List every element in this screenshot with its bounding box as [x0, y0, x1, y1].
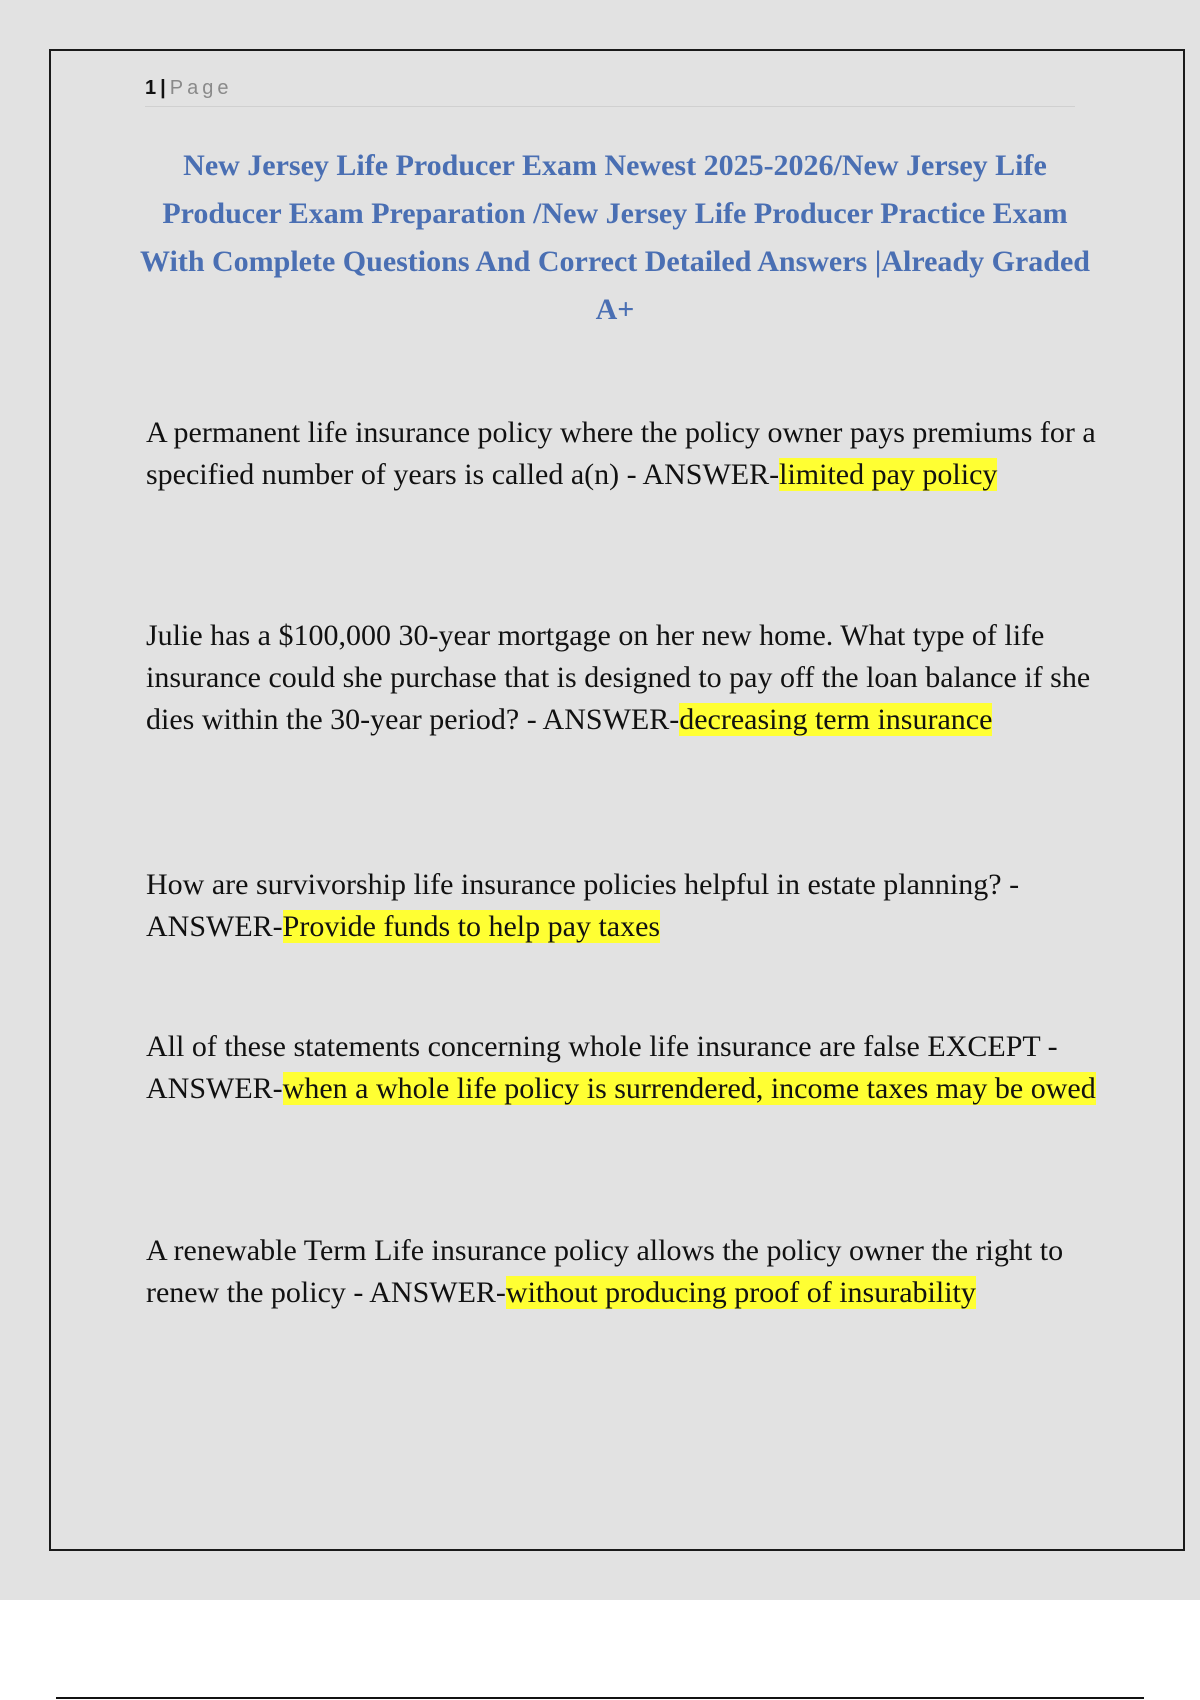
question-text: A permanent life insurance policy where the policy owner pays premiums for a specified number of years is called a(n) - ANSWER- — [146, 416, 1096, 491]
document-title: New Jersey Life Producer Exam Newest 2025-2026/New Jersey Life Producer Exam Preparation /New Jersey Life Producer Practice Exam With Complete Questions And Correct Detailed Answers |Already Graded A+ — [140, 149, 1090, 326]
answer-highlight: without producing proof of insurability — [505, 1276, 976, 1309]
page-separator: | — [160, 77, 166, 99]
page-header — [145, 74, 1075, 107]
answer-highlight: decreasing term insurance — [679, 703, 993, 736]
qa-item-1 — [146, 412, 1096, 496]
question-text: How are survivorship life insurance policies helpful in estate planning? - ANSWER- — [146, 868, 1020, 943]
question-text: Julie has a $100,000 30-year mortgage on her new home. What type of life insurance could she purchase that is designed to pay off the loan balance if she dies within the 30-year period? - ANSWER- — [146, 619, 1091, 736]
qa-item-2 — [146, 615, 1096, 741]
page-number: 1 — [145, 77, 157, 99]
bottom-rule — [56, 1697, 1144, 1699]
page-label: Page — [169, 77, 233, 99]
answer-highlight: when a whole life policy is surrendered, income taxes may be owed — [282, 1072, 1096, 1105]
question-text: All of these statements concerning whole life insurance are false EXCEPT - ANSWER- — [146, 1030, 1058, 1105]
qa-item-5 — [146, 1230, 1096, 1314]
question-text: A renewable Term Life insurance policy allows the policy owner the right to renew the policy - ANSWER- — [146, 1234, 1064, 1309]
answer-highlight: limited pay policy — [779, 458, 998, 491]
qa-item-4 — [146, 1026, 1096, 1110]
qa-item-3 — [146, 864, 1096, 948]
answer-highlight: Provide funds to help pay taxes — [282, 910, 661, 943]
